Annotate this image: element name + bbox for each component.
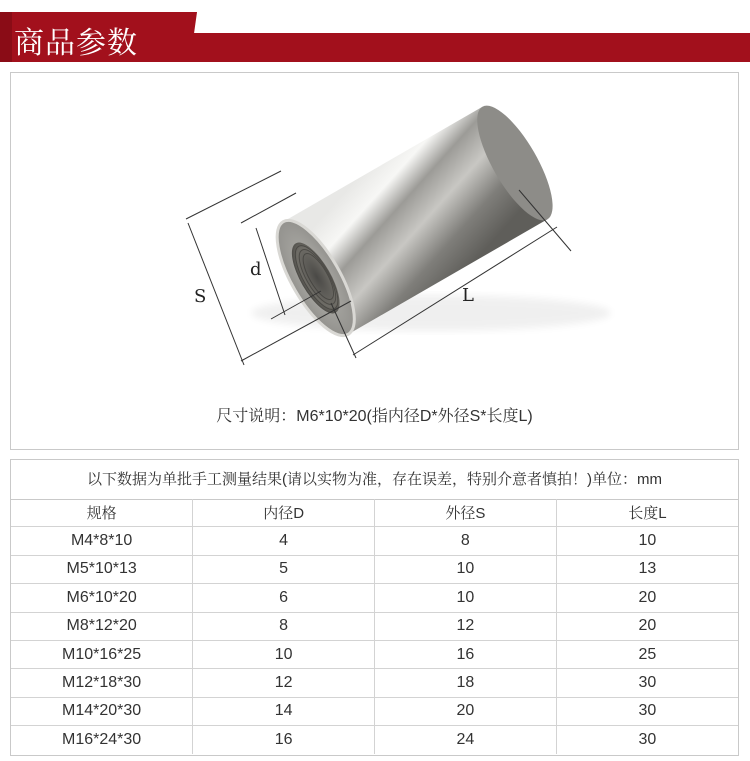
section-title: 商品参数: [14, 26, 138, 61]
section-header: [0, 0, 750, 62]
cell-outer-diameter: 18: [375, 669, 557, 697]
column-header-length: 长度L: [556, 499, 738, 527]
table-row: [11, 555, 738, 583]
cell-outer-diameter: 10: [375, 555, 557, 583]
cell-outer-diameter: 24: [375, 726, 557, 754]
cell-length: 13: [556, 555, 738, 583]
cell-length: 20: [556, 584, 738, 612]
header-bar: [185, 33, 750, 62]
table-row: [11, 726, 738, 754]
cell-length: 25: [556, 640, 738, 668]
cell-inner-diameter: 6: [193, 584, 375, 612]
cell-inner-diameter: 5: [193, 555, 375, 583]
spec-table-panel: [10, 459, 739, 756]
cell-spec: M5*10*13: [11, 555, 193, 583]
cell-length: 30: [556, 669, 738, 697]
dimension-label-s: S: [194, 286, 207, 307]
cell-outer-diameter: 10: [375, 584, 557, 612]
cell-outer-diameter: 8: [375, 527, 557, 555]
table-row: [11, 669, 738, 697]
cell-spec: M14*20*30: [11, 697, 193, 725]
table-row: [11, 527, 738, 555]
column-header-inner-diameter: 内径D: [193, 499, 375, 527]
cell-inner-diameter: 12: [193, 669, 375, 697]
cell-spec: M12*18*30: [11, 669, 193, 697]
cell-inner-diameter: 16: [193, 726, 375, 754]
dimension-label-d: d: [250, 259, 262, 280]
product-diagram: [11, 73, 738, 449]
cell-inner-diameter: 4: [193, 527, 375, 555]
table-row: [11, 612, 738, 640]
spec-table: [11, 499, 738, 754]
column-header-outer-diameter: 外径S: [375, 499, 557, 527]
cell-length: 20: [556, 612, 738, 640]
cell-length: 30: [556, 697, 738, 725]
column-header-spec: 规格: [11, 499, 193, 527]
table-row: [11, 584, 738, 612]
cell-spec: M8*12*20: [11, 612, 193, 640]
cell-outer-diameter: 20: [375, 697, 557, 725]
cell-spec: M4*8*10: [11, 527, 193, 555]
cell-inner-diameter: 14: [193, 697, 375, 725]
cell-spec: M10*16*25: [11, 640, 193, 668]
cell-outer-diameter: 12: [375, 612, 557, 640]
cell-spec: M6*10*20: [11, 584, 193, 612]
cell-spec: M16*24*30: [11, 726, 193, 754]
table-row: [11, 640, 738, 668]
dimension-label-l: L: [462, 285, 474, 306]
cell-length: 30: [638, 730, 657, 748]
cell-inner-diameter: 8: [193, 612, 375, 640]
table-header-row: [11, 499, 738, 527]
cell-length: 10: [556, 527, 738, 555]
cell-inner-diameter: 10: [193, 640, 375, 668]
cell-outer-diameter: 16: [375, 640, 557, 668]
product-photo-panel: [10, 72, 739, 450]
measurement-note: 以下数据为单批手工测量结果(请以实物为准，存在误差，特别介意者慎拍！)单位：mm: [11, 460, 738, 500]
table-row: [11, 697, 738, 725]
header-tab-shade: [0, 12, 12, 62]
dimension-caption: 尺寸说明：M6*10*20(指内径D*外径S*长度L): [216, 408, 533, 425]
